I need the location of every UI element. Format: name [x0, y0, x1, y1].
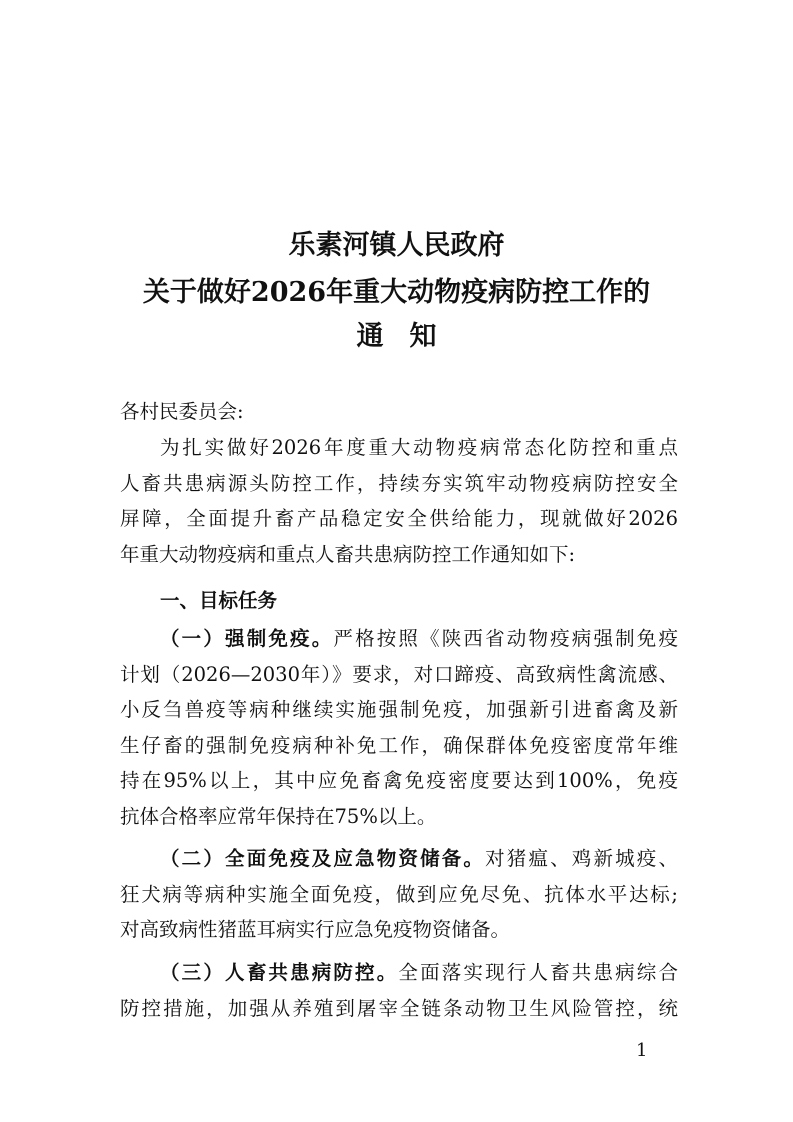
item-paragraph-compulsory-immunization	[120, 621, 678, 834]
item-line: 对高致病性猪蓝耳病实行应急免疫物资储备。	[120, 918, 511, 941]
intro-line: 屏障，全面提升畜产品稳定安全供给能力，现就做好2026	[120, 507, 678, 530]
item-first-line	[120, 955, 678, 991]
intro-line: 为扎实做好2026年度重大动物疫病常态化防控和重点	[160, 436, 678, 459]
item-first-line	[120, 621, 678, 657]
item-paragraph-zoonosis-control	[120, 955, 678, 1026]
item-text: 全面落实现行人畜共患病综合	[398, 961, 678, 984]
document-title-line-2: 关于做好2026年重大动物疫病防控工作的	[142, 277, 651, 308]
intro-paragraph	[120, 430, 678, 572]
document-title-line-1: 乐素河镇人民政府	[288, 230, 505, 261]
item-line: 狂犬病等病种实施全面免疫，做到应免尽免、抗体水平达标;	[120, 882, 678, 906]
item-line: 计划（2026—2030年）》要求，对口蹄疫、高致病性禽流感、	[120, 662, 678, 686]
document-title-line-3: 通知	[356, 321, 463, 352]
item-line: 持在95%以上，其中应免畜禽免疫密度要达到100%，免疫	[120, 769, 678, 792]
page-number: 1	[636, 1040, 648, 1061]
intro-line: 人畜共患病源头防控工作，持续夯实筑牢动物疫病防控安全	[120, 471, 678, 495]
item-first-line	[120, 841, 678, 877]
item-text: 严格按照《陕西省动物疫病强制免疫	[333, 627, 678, 650]
item-line: 生仔畜的强制免疫病种补免工作，确保群体免疫密度常年维	[120, 733, 678, 757]
item-line: 防控措施，加强从养殖到屠宰全链条动物卫生风险管控，统	[120, 996, 678, 1020]
item-label: （一）强制免疫。	[160, 627, 334, 650]
item-line: 小反刍兽疫等病种继续实施强制免疫，加强新引进畜禽及新	[120, 698, 678, 721]
item-paragraph-full-immunization	[120, 841, 678, 948]
section-heading-goals: 一、目标任务	[160, 589, 278, 612]
item-line: 抗体合格率应常年保持在75%以上。	[120, 804, 437, 828]
item-label: （三）人畜共患病防控。	[160, 961, 399, 984]
intro-line: 年重大动物疫病和重点人畜共患病防控工作通知如下:	[120, 542, 576, 566]
item-text: 对猪瘟、鸡新城疫、	[485, 847, 678, 870]
item-label: （二）全面免疫及应急物资储备。	[160, 847, 486, 870]
salutation: 各村民委员会:	[120, 400, 244, 423]
